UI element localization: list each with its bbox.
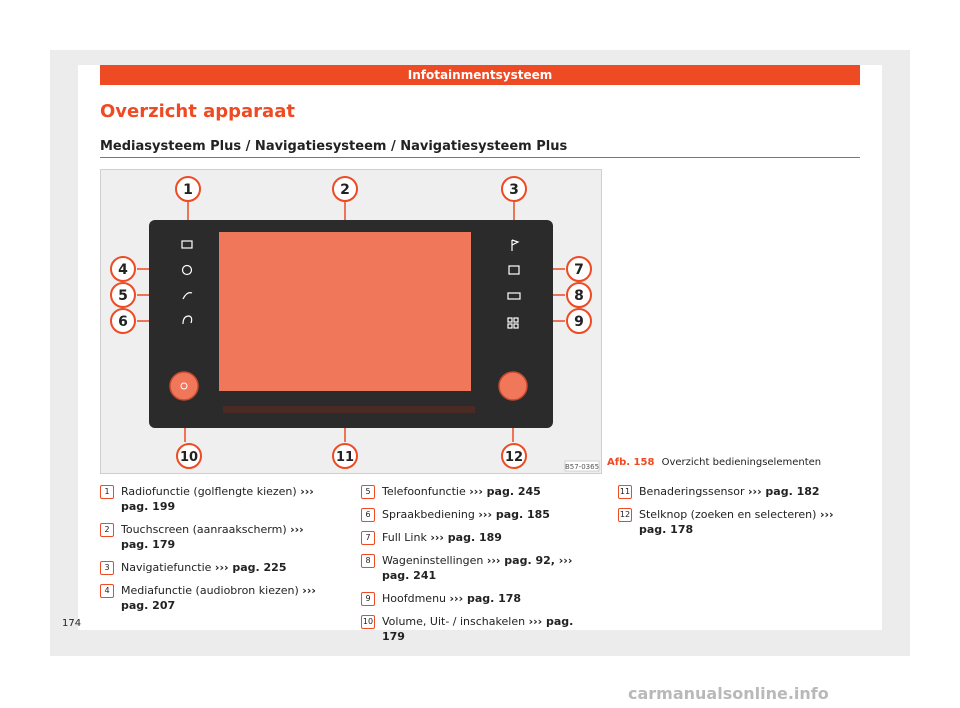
page-reference: ››› pag. 182 bbox=[748, 485, 820, 498]
legend-column-3 bbox=[618, 484, 843, 545]
legend-text: Telefoonfunctie bbox=[382, 485, 466, 498]
legend-number: 10 bbox=[361, 615, 375, 629]
legend-number: 1 bbox=[100, 485, 114, 499]
page-reference: ››› pag. 199 bbox=[121, 485, 314, 513]
callout-5 bbox=[111, 283, 135, 307]
page-number: 174 bbox=[62, 618, 82, 629]
legend-item bbox=[100, 484, 325, 514]
legend-number: 6 bbox=[361, 508, 375, 522]
selector-knob bbox=[499, 372, 527, 400]
legend-item bbox=[361, 614, 586, 644]
legend-column-2 bbox=[361, 484, 586, 652]
proximity-sensor bbox=[223, 406, 475, 413]
svg-text:7: 7 bbox=[574, 262, 584, 278]
legend-item bbox=[361, 507, 586, 522]
legend-item bbox=[361, 530, 586, 545]
figure-caption bbox=[607, 457, 821, 468]
legend-item bbox=[361, 484, 586, 499]
svg-text:10: 10 bbox=[179, 450, 199, 465]
legend-number: 2 bbox=[100, 523, 114, 537]
svg-text:12: 12 bbox=[504, 450, 524, 465]
svg-text:3: 3 bbox=[509, 182, 519, 198]
figure-code: B57-0365 bbox=[564, 463, 600, 471]
legend-number: 4 bbox=[100, 584, 114, 598]
legend-text: Touchscreen (aanraakscherm) bbox=[121, 523, 287, 536]
page-reference: ››› pag. 207 bbox=[121, 584, 316, 612]
legend-text: Navigatiefunctie bbox=[121, 561, 212, 574]
callout-10 bbox=[177, 444, 201, 468]
page-subtitle: Mediasysteem Plus / Navigatiesysteem / Navigatiesysteem Plus bbox=[100, 139, 568, 154]
legend-item bbox=[100, 560, 325, 575]
figure-caption-text: Overzicht bedieningselementen bbox=[661, 457, 822, 468]
svg-text:5: 5 bbox=[118, 288, 128, 304]
callout-8 bbox=[567, 283, 591, 307]
legend-item bbox=[100, 583, 325, 613]
legend-text: Stelknop (zoeken en selecteren) bbox=[639, 508, 817, 521]
legend-text: Full Link bbox=[382, 531, 427, 544]
legend-number: 9 bbox=[361, 592, 375, 606]
legend-number: 12 bbox=[618, 508, 632, 522]
legend-number: 5 bbox=[361, 485, 375, 499]
svg-text:9: 9 bbox=[574, 314, 584, 330]
page-reference: ››› pag. 178 bbox=[639, 508, 834, 536]
touchscreen bbox=[219, 232, 471, 391]
page-reference: ››› pag. 245 bbox=[469, 485, 541, 498]
legend-number: 7 bbox=[361, 531, 375, 545]
callout-11 bbox=[333, 444, 357, 468]
figure-caption-label: Afb. 158 bbox=[607, 457, 655, 468]
callout-2 bbox=[333, 177, 357, 201]
legend-number: 11 bbox=[618, 485, 632, 499]
legend-item bbox=[618, 484, 843, 499]
legend-text: Spraakbediening bbox=[382, 508, 475, 521]
legend-item bbox=[618, 507, 843, 537]
legend-text: Wageninstellingen bbox=[382, 554, 484, 567]
page-reference: ››› pag. 178 bbox=[449, 592, 522, 605]
page-reference: ››› pag. 179 bbox=[382, 615, 574, 643]
legend-item bbox=[100, 522, 325, 552]
svg-text:8: 8 bbox=[574, 288, 584, 304]
legend-number: 3 bbox=[100, 561, 114, 575]
page-title: Overzicht apparaat bbox=[100, 101, 295, 122]
legend-item bbox=[361, 591, 586, 606]
legend-text: Volume, Uit- / inschakelen bbox=[382, 615, 526, 628]
callout-6 bbox=[111, 309, 135, 333]
watermark: carmanualsonline.info bbox=[628, 684, 829, 703]
callout-12 bbox=[502, 444, 526, 468]
legend-item bbox=[361, 553, 586, 583]
legend-text: Radiofunctie (golflengte kiezen) bbox=[121, 485, 297, 498]
page-reference: ››› pag. 185 bbox=[478, 508, 550, 521]
legend-column-1 bbox=[100, 484, 325, 621]
device-figure bbox=[100, 169, 602, 474]
page-reference: ››› pag. 225 bbox=[214, 561, 287, 574]
legend-text: Mediafunctie (audiobron kiezen) bbox=[121, 584, 299, 597]
heading-rule bbox=[100, 157, 860, 158]
callout-9 bbox=[567, 309, 591, 333]
svg-text:4: 4 bbox=[118, 262, 128, 278]
callout-3 bbox=[502, 177, 526, 201]
section-header-bar: Infotainmentsysteem bbox=[100, 65, 860, 85]
legend-text: Benaderingssensor bbox=[639, 485, 745, 498]
page-reference: ››› pag. 92, ››› pag. 241 bbox=[382, 554, 573, 582]
svg-text:11: 11 bbox=[335, 450, 355, 465]
callout-4 bbox=[111, 257, 135, 281]
device-illustration bbox=[101, 170, 601, 473]
svg-text:6: 6 bbox=[118, 314, 128, 330]
svg-text:1: 1 bbox=[183, 182, 193, 198]
legend-number: 8 bbox=[361, 554, 375, 568]
svg-text:2: 2 bbox=[340, 182, 350, 198]
page-reference: ››› pag. 189 bbox=[430, 531, 502, 544]
callout-1 bbox=[176, 177, 200, 201]
page-reference: ››› pag. 179 bbox=[121, 523, 304, 551]
volume-knob bbox=[170, 372, 198, 400]
legend-text: Hoofdmenu bbox=[382, 592, 447, 605]
callout-7 bbox=[567, 257, 591, 281]
